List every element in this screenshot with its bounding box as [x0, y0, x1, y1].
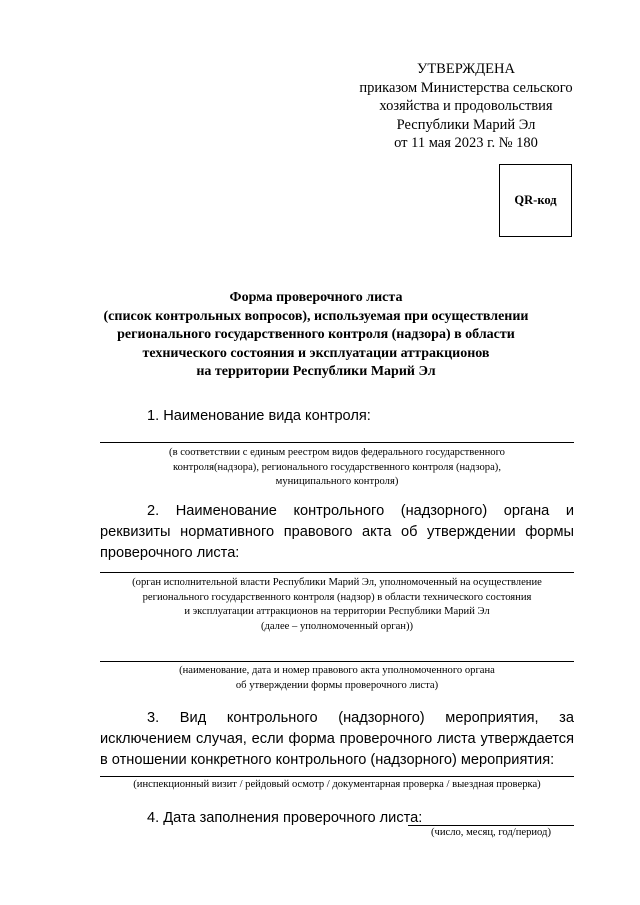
- item-2-act-hint-line-2: об утверждении формы проверочного листа): [235, 679, 439, 691]
- item-1-hint: [100, 446, 574, 490]
- qr-code-placeholder: [499, 164, 572, 237]
- title-line-4: технического состояния и эксплуатации аттракционов: [142, 345, 490, 361]
- item-2-authority-hint: [100, 576, 574, 634]
- item-2-act-hint: [100, 664, 574, 693]
- item-3-fill-line[interactable]: [100, 776, 574, 777]
- item-1-hint-line-1: (в соответствии с единым реестром видов федерального государственного: [169, 447, 505, 458]
- item-2-authority-hint-line-4: (далее – уполномоченный орган)): [260, 620, 414, 632]
- approval-republic-line: Республики Марий Эл: [396, 116, 536, 133]
- document-title: [90, 289, 542, 382]
- approval-date-line: от 11 мая 2023 г. № 180: [394, 135, 538, 152]
- item-2-authority-hint-line-2: регионального государственного контроля (надзор) в области технического состояния: [142, 591, 532, 603]
- item-4-hint-line-1: (число, месяц, год/период): [431, 827, 551, 838]
- title-line-2: (список контрольных вопросов), используемая при осуществлении: [103, 308, 529, 324]
- title-line-1: Форма проверочного листа: [229, 290, 403, 305]
- approval-order-line: приказом Министерства сельского: [359, 79, 573, 96]
- item-2-authority-line[interactable]: [100, 572, 574, 573]
- approval-stamp: [330, 60, 602, 153]
- item-3-hint-line-1: (инспекционный визит / рейдовый осмотр / документарная проверка / выездная проверка): [133, 779, 541, 790]
- item-3-label: 3. Вид контрольного (надзорного) мероприятия, за исключением случая, если форма проверочного листа утверждается в отношении конкретного контрольного (надзорного) мероприятия:: [100, 710, 574, 768]
- title-line-3: регионального государственного контроля (надзора) в области: [117, 327, 515, 342]
- item-2-act-hint-line-1: (наименование, дата и номер правового акта уполномоченного органа: [179, 665, 495, 676]
- item-1-fill-line[interactable]: [100, 442, 574, 443]
- item-3-hint: [100, 778, 574, 793]
- item-2-act-line[interactable]: [100, 661, 574, 662]
- title-line-5: на территории Республики Марий Эл: [196, 364, 436, 379]
- item-1-hint-line-3: муниципального контроля): [275, 476, 399, 487]
- item-2-authority-hint-line-1: (орган исполнительной власти Республики Марий Эл, уполномоченный на осуществление: [132, 577, 542, 588]
- item-2-authority-hint-line-3: и эксплуатации аттракционов на территории Республики Марий Эл: [184, 606, 490, 617]
- item-1-hint-line-2: контроля(надзора), регионального государственного контроля (надзора),: [173, 461, 501, 473]
- item-1-label: 1. Наименование вида контроля:: [147, 408, 371, 424]
- approval-ministry-line: хозяйства и продовольствия: [379, 98, 553, 115]
- approval-heading: УТВЕРЖДЕНА: [417, 61, 515, 77]
- item-4-hint: [408, 826, 574, 841]
- item-4-label: 4. Дата заполнения проверочного листа:: [147, 810, 423, 826]
- item-2-label: 2. Наименование контрольного (надзорного) органа и реквизиты нормативного правового акта об утверждении формы проверочного листа:: [100, 503, 574, 561]
- qr-code-label: QR-код: [514, 193, 557, 207]
